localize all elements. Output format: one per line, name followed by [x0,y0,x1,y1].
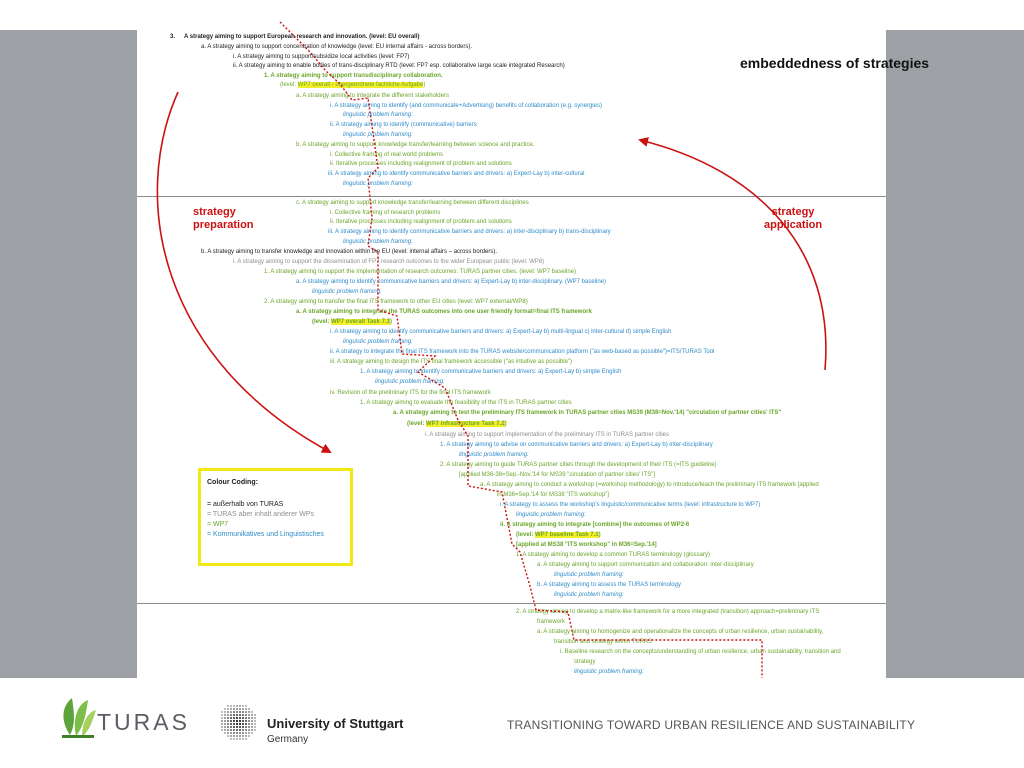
doc-line: linguistic problem framing: [343,239,413,245]
doc-line: i. Collective framing of real world problems [330,152,444,158]
strategy-preparation-label: strategy preparation [193,206,254,231]
doc-line: i. Collective framing of research problems [330,210,441,216]
legend-row-blue: = Kommunikatives und Linguistisches [207,531,324,538]
doc-line: a. A strategy aiming to integrate the different stakeholders [296,93,449,99]
doc-line: a. A strategy aiming to conduct a workshop (=workshop methodology) to introduce/teach the preliminary ITS framework [applied [480,482,819,488]
doc-line: i. A strategy aiming to identify communicative barriers and drivers: a) Expert-Lay b) multi-lingual c) inter-cultural d) simple English [330,329,672,335]
doc-line: 1. A strategy aiming to advise on communicative barriers and drivers: a) Expert-Lay b) inter-disciplinary [440,442,713,448]
doc-line: strategy [574,659,596,665]
doc-line: 2. A strategy aiming to transfer the final ITS framework to other EU cities (level: WP7 external/WP8) [264,299,528,305]
doc-line-level-task-7-3: (level: WP7 overall Task 7.3) [312,319,392,325]
doc-line: linguistic problem framing: [312,289,382,295]
doc-line: ii. A strategy to integrate the final ITS framework into the TURAS website/communication platform ("as web-based as possible")=ITS/TURAS Tool [330,349,715,355]
doc-line: a. A strategy aiming to identify communicative barriers and drivers: a) Expert-Lay b) inter-disciplinary. (WP7 baseline) [296,279,607,285]
doc-line: iii. A strategy aiming to design the ITS final framework accessible ("as intuitive as possible") [330,359,573,365]
doc-line: linguistic problem framing: [375,379,445,385]
doc-line: linguistic problem framing: [343,112,413,118]
doc-line: linguistic problem framing: [574,669,644,675]
doc-line: transition and strategy within TURAS [554,639,652,645]
doc-line-3: A strategy aiming to support European research and innovation. (level: EU overall) [184,34,420,40]
doc-line: linguistic problem framing: [554,592,624,598]
doc-line: linguistic problem framing: [343,181,413,187]
legend-row-gray: = TURAS aber inhalt anderer WPs [207,511,315,518]
doc-line: linguistic problem framing: [516,512,586,518]
turas-leaf-icon [62,698,96,738]
university-seal-icon [221,705,255,739]
doc-line: b. A strategy aiming to assess the TURAS terminology [537,582,681,588]
doc-line: in M36=Sep.'14 for MS38 "ITS workshop"] [497,492,609,498]
doc-line-level-task-7-2: (level: WP7 infrastructure Task 7.2) [407,421,507,427]
doc-line: ii. A strategy aiming to identify (communicative) barriers [330,122,477,128]
strategy-application-label: strategy application [764,206,823,231]
doc-line-3-number: 3. [170,34,176,40]
doc-line: b. A strategy aiming to transfer knowledge and innovation within the EU (level: internal affairs – across borders). [201,249,498,255]
doc-line-level-task-7-1: (level: WP7 baseline Task 7.1) [516,532,601,538]
doc-line: i. A strategy aiming to support/subsidize local activities (level: FP7) [233,54,410,60]
doc-line: iii. A strategy aiming to identify communicative barriers and drivers: a) Expert-Lay b) inter-cultural [328,171,585,177]
doc-line: linguistic problem framing: [343,132,413,138]
doc-line: a. A strategy aiming to support communication and collaboration: inter-disciplinary [537,562,754,568]
doc-line: 1. A strategy aiming to develop a common TURAS terminology (glossary) [516,552,710,558]
doc-line: ii. Iterative processes including realignment of problem and solutions [330,219,512,225]
footer-tagline: TRANSITIONING TOWARD URBAN RESILIENCE AND SUSTAINABILITY [507,718,916,732]
doc-line: a. A strategy aiming to homogenize and operationalize the concepts of urban resilience, urban sustainability, [537,629,824,635]
doc-line: ii. A strategy aiming to enable bodies of trans-disciplinary RTD (level: FP7 esp. collaborative large scale integrated Research) [233,63,565,69]
doc-line: 2. A strategy aiming to guide TURAS partner cities through the development of their ITS (=ITS guideline) [440,462,717,468]
doc-line: 1. A strategy aiming to support the implementation of research outcomes: TURAS partner cities. (level: WP7 baseline) [264,269,577,275]
doc-line: [applied M36-38=Sep.-Nov.'14 for MS39 "circulation of partner cities' ITS"] [459,472,656,478]
doc-line: iv. Revision of the preliminary ITS for the final ITS framework [330,390,491,396]
doc-line: ii. Iterative processes including realignment of problem and solutions [330,161,512,167]
doc-line: framework [537,619,566,625]
doc-line: b. A strategy aiming to support knowledge transfer/learning between science and practice. [296,142,535,148]
turas-logo-text: TURAS [97,709,190,735]
doc-line: i. Baseline research on the concepts/understanding of urban resilience, urban sustainability, transition and [560,649,841,655]
doc-line: c. A strategy aiming to support knowledge transfer/learning between different disciplines [296,200,529,206]
doc-line: ii. A strategy aiming to integrate [combine] the outcomes of WP2-6 [500,522,690,528]
doc-line: 1. A strategy aiming to identify communicative barriers and drivers: a) Expert-Lay b) simple English [360,369,622,375]
doc-line: 2. A strategy aiming to develop a matrix-like framework for a more integrated (transition) approach=preliminary ITS [516,609,820,615]
legend-row-green: = WP7 [207,521,229,528]
doc-line-level-wp7-overall: (level: WP7 overall - übergeordnete fachliche Aufgabe) [280,82,426,88]
legend-title: Colour Coding: [207,479,258,486]
doc-line: linguistic problem framing: [343,339,413,345]
doc-line: a. A strategy aiming to test the preliminary ITS framework in TURAS partner cities MS39 (M38=Nov.'14) "circulation of partner cities' ITS" [393,410,782,416]
doc-line: i. A strategy aiming to identify (and communicate+Advertising) benefits of collaboration (e.g. synergies) [330,103,602,109]
legend-row-black: = außerhalb von TURAS [207,501,284,508]
doc-line: linguistic problem framing: [554,572,624,578]
doc-line: [applied at MS38 "ITS workshop" in M36=Sep.'14] [516,542,657,548]
slide-title: embeddedness of strategies [740,55,930,71]
doc-line: iii. A strategy aiming to identify communicative barriers and drivers: a) inter-disciplinary b) trans-disciplinary [328,229,611,235]
doc-line: a. A strategy aiming to integrate the TURAS outcomes into one user friendly format=final ITS framework [296,309,592,315]
doc-line: i. A strategy aiming to support implementation of the preliminary ITS in TURAS partner cities [425,432,669,438]
doc-line: a. A strategy aiming to support concentration of knowledge (level: EU internal affairs - across borders). [201,44,473,50]
doc-line: 1. A strategy aiming to evaluate the feasibility of the ITS in TURAS partner cities [360,400,572,406]
doc-line: i. A strategy aiming to support the dissemination of FP7 research outcomes to the wider European public (level: WP8) [233,259,545,265]
university-country: Germany [267,734,309,745]
doc-line: linguistic problem framing: [459,452,529,458]
university-name: University of Stuttgart [267,716,404,731]
doc-line: 1. A strategy aiming to support transdisciplinary collaboration. [264,73,443,79]
doc-line: i. A strategy to assess the workshop's linguistic/communicative terms (level: infrastructure to WP7) [500,502,761,508]
